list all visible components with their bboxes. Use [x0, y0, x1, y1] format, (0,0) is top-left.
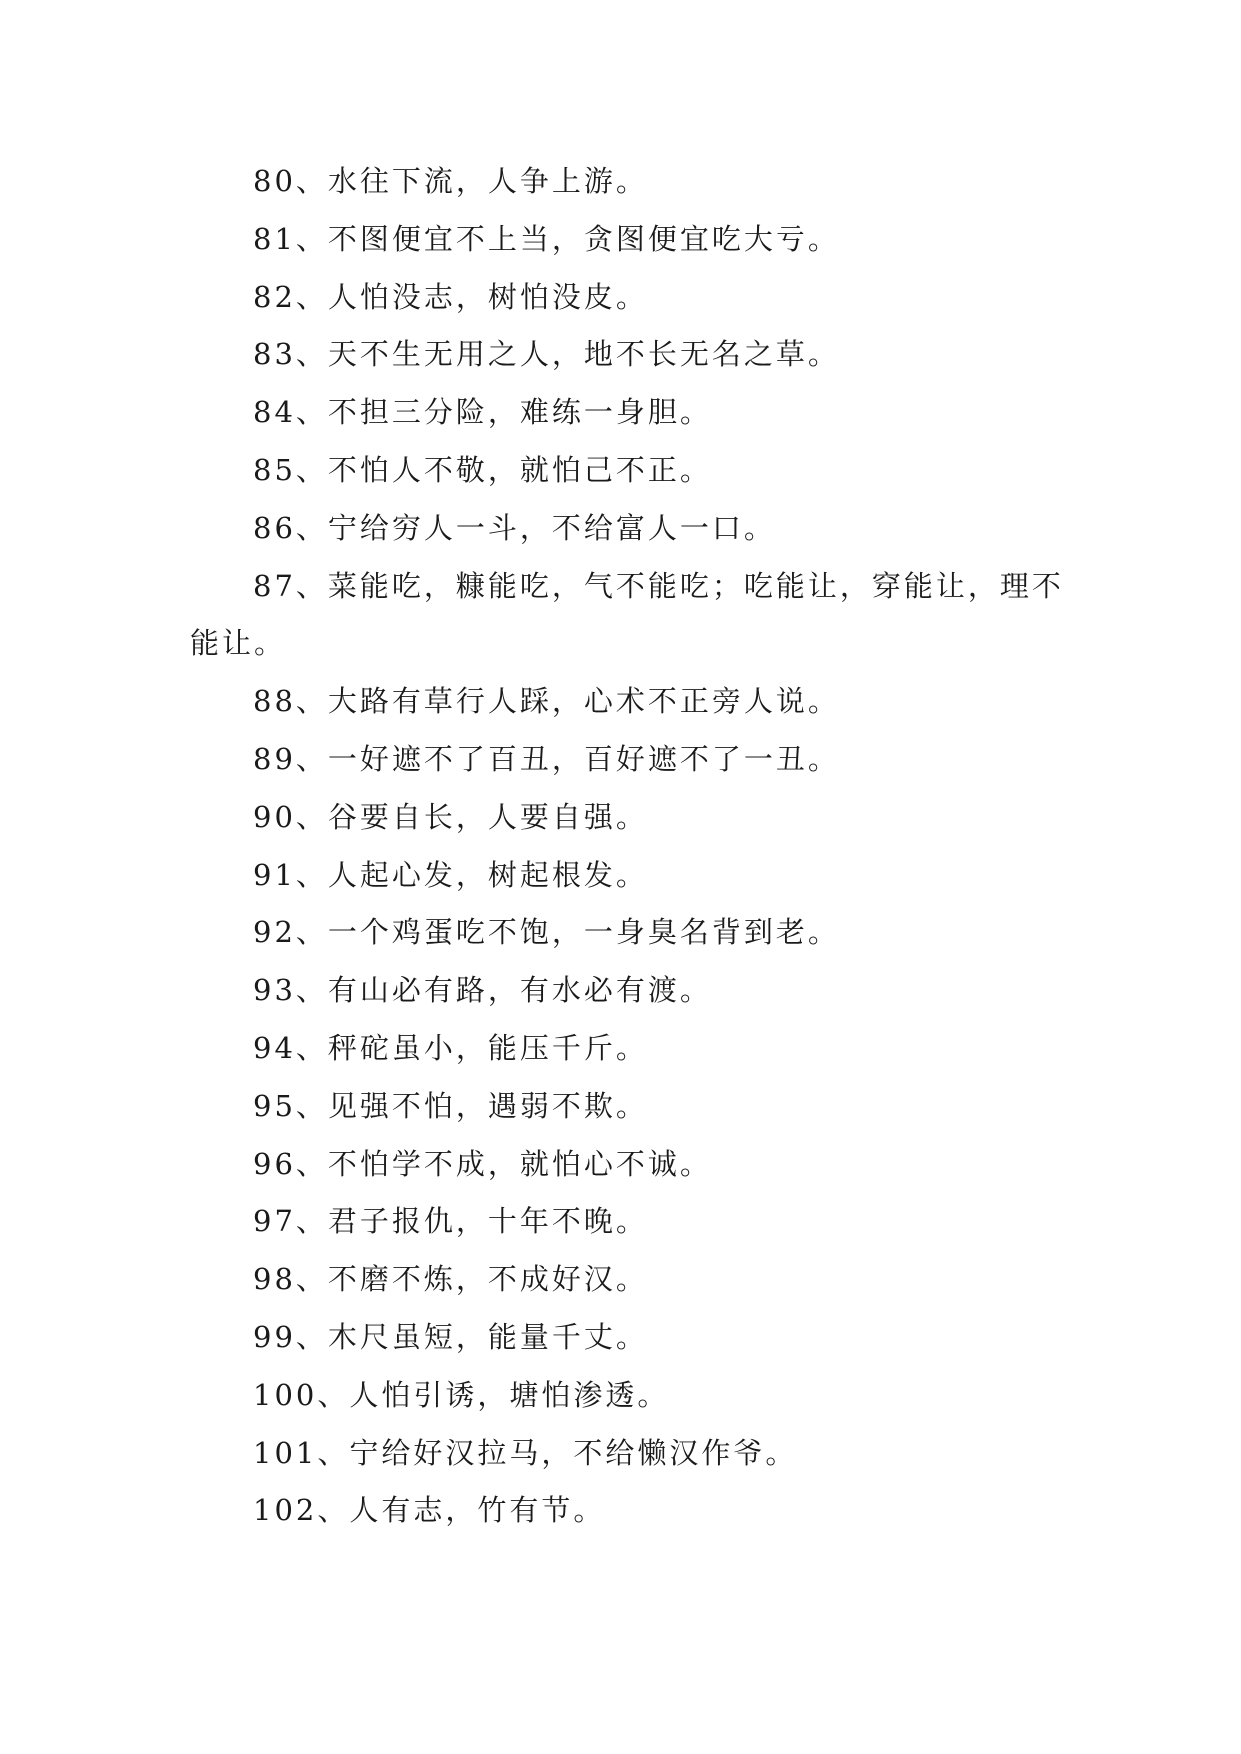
proverb-paragraph: 98、不磨不炼，不成好汉。	[253, 1262, 648, 1297]
proverb-paragraph: 81、不图便宜不上当，贪图便宜吃大亏。	[253, 221, 840, 256]
proverb-paragraph: 93、有山必有路，有水必有渡。	[253, 973, 712, 1008]
proverb-paragraph: 99、木尺虽短，能量千丈。	[253, 1319, 648, 1354]
proverb-paragraph: 82、人怕没志，树怕没皮。	[253, 279, 648, 314]
proverb-paragraph: 92、一个鸡蛋吃不饱，一身臭名背到老。	[253, 915, 840, 950]
proverb-paragraph: 87、菜能吃，糠能吃，气不能吃；吃能让，穿能让，理不能让。	[190, 568, 1064, 661]
proverb-paragraph: 97、君子报仇，十年不晚。	[253, 1204, 648, 1239]
proverb-paragraph: 101、宁给好汉拉马，不给懒汉作爷。	[253, 1435, 798, 1470]
proverb-paragraph: 96、不怕学不成，就怕心不诚。	[253, 1146, 712, 1181]
proverb-paragraph: 83、天不生无用之人，地不长无名之草。	[253, 337, 840, 372]
proverb-paragraph: 90、谷要自长，人要自强。	[253, 799, 648, 834]
proverb-paragraph: 86、宁给穷人一斗，不给富人一口。	[253, 510, 776, 545]
proverb-paragraph: 88、大路有草行人踩，心术不正旁人说。	[253, 684, 840, 719]
proverb-paragraph: 102、人有志，竹有节。	[253, 1493, 606, 1528]
proverb-paragraph: 94、秤砣虽小，能压千斤。	[253, 1030, 648, 1065]
proverb-paragraph: 85、不怕人不敬，就怕己不正。	[253, 452, 712, 487]
proverb-paragraph: 100、人怕引诱，塘怕渗透。	[253, 1377, 670, 1412]
proverb-paragraph: 91、人起心发，树起根发。	[253, 857, 648, 892]
proverb-paragraph: 84、不担三分险，难练一身胆。	[253, 395, 712, 430]
document-body	[190, 153, 1070, 1540]
proverb-paragraph: 80、水往下流，人争上游。	[253, 164, 648, 198]
proverb-paragraph: 89、一好遮不了百丑，百好遮不了一丑。	[253, 741, 840, 776]
proverb-paragraph: 95、见强不怕，遇弱不欺。	[253, 1088, 648, 1123]
